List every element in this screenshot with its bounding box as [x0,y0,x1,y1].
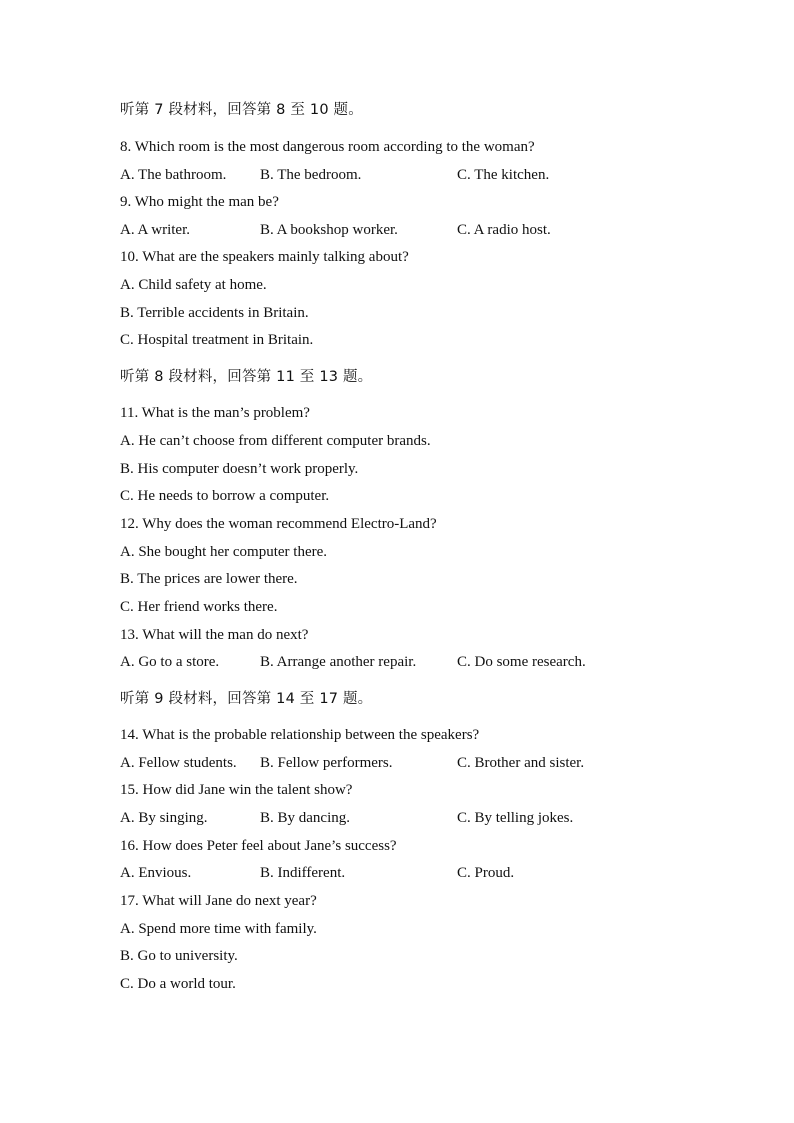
question-stem: 14. What is the probable relationship between the speakers? [120,727,480,743]
option-b: B. A bookshop worker. [260,222,398,238]
question-stem: 12. Why does the woman recommend Electro-Land? [120,516,437,532]
option-a: A. Envious. [120,865,192,881]
option-b: B. The prices are lower there. [120,571,298,587]
question-stem: 8. Which room is the most dangerous room according to the woman? [120,139,535,155]
option-c: C. He needs to borrow a computer. [120,488,330,504]
option-b: B. Indifferent. [260,865,346,881]
option-b: B. Terrible accidents in Britain. [120,305,309,321]
option-c: C. A radio host. [457,222,551,238]
option-b: B. The bedroom. [260,167,362,183]
option-c: C. The kitchen. [457,167,550,183]
option-a: A. A writer. [120,222,190,238]
option-c: C. Proud. [457,865,515,881]
question-stem: 17. What will Jane do next year? [120,893,317,909]
section-heading: 听第 8 段材料，回答第 11 至 13 题。 [120,369,373,385]
option-c: C. Do some research. [457,654,586,670]
option-b: B. Fellow performers. [260,755,393,771]
option-a: A. The bathroom. [120,167,227,183]
option-b: B. By dancing. [260,810,350,826]
option-c: C. Do a world tour. [120,976,236,992]
option-a: A. He can’t choose from different computer brands. [120,433,431,449]
question-stem: 11. What is the man’s problem? [120,405,310,421]
option-b: B. His computer doesn’t work properly. [120,461,359,477]
question-stem: 9. Who might the man be? [120,194,279,210]
question-stem: 13. What will the man do next? [120,627,309,643]
option-c: C. Hospital treatment in Britain. [120,332,314,348]
option-b: B. Go to university. [120,948,238,964]
option-a: A. Fellow students. [120,755,237,771]
question-stem: 10. What are the speakers mainly talking about? [120,249,409,265]
question-stem: 15. How did Jane win the talent show? [120,782,353,798]
section-heading: 听第 9 段材料，回答第 14 至 17 题。 [120,691,373,707]
option-a: A. By singing. [120,810,208,826]
option-b: B. Arrange another repair. [260,654,417,670]
option-a: A. Child safety at home. [120,277,267,293]
option-a: A. Spend more time with family. [120,921,317,937]
option-c: C. Her friend works there. [120,599,278,615]
section-heading: 听第 7 段材料，回答第 8 至 10 题。 [120,102,363,118]
option-c: C. Brother and sister. [457,755,585,771]
option-a: A. Go to a store. [120,654,220,670]
option-c: C. By telling jokes. [457,810,574,826]
question-stem: 16. How does Peter feel about Jane’s success? [120,838,397,854]
option-a: A. She bought her computer there. [120,544,328,560]
